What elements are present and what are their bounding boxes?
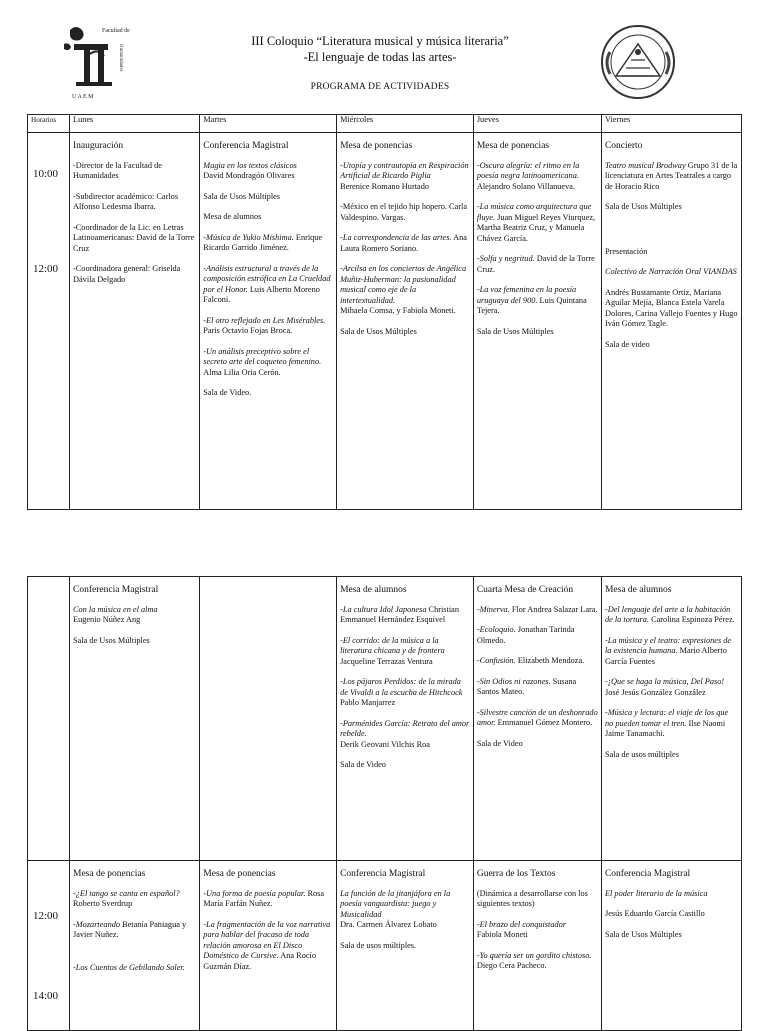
talk-author: Diego Cera Pacheco.: [476, 961, 547, 970]
list-item: [203, 264, 333, 306]
list-item: [203, 889, 333, 910]
time-label: 12:00: [33, 263, 59, 275]
cell-wednesday: [337, 861, 474, 1031]
cell-monday: [70, 133, 200, 510]
talk-title: -Del lenguaje del arte a la habitación de la tortura.: [604, 604, 731, 624]
cell-friday: [601, 861, 741, 1031]
schedule-table-2: [27, 576, 742, 1031]
list-item: [340, 636, 470, 668]
talk-title: -La cultura Idol Japonesa: [340, 604, 427, 614]
talk-author: Grupo 31 de la licenciatura en Artes Teatrales a cargo de Horacio Rico: [604, 160, 738, 191]
talk-title: -Utopía y contrautopía en Respiración Artificial de Ricardo Piglia: [340, 160, 469, 180]
room-label: Sala de Usos Múltiples: [203, 191, 281, 201]
list-item: [605, 708, 738, 740]
talk-author: Alejandro Solano Villanueva.: [476, 181, 576, 191]
time-cell: [28, 861, 70, 1031]
cell-monday: [70, 577, 200, 861]
list-item: [340, 233, 470, 254]
talk-author: Jacqueline Terrazas Ventura: [340, 656, 433, 666]
talk-author: Elizabeth Mendoza.: [515, 656, 585, 665]
list-item: [73, 963, 196, 974]
talk-author: Roberto Sverdrup: [73, 899, 133, 908]
table-header-row: [28, 115, 742, 133]
svg-text:Humanidades: Humanidades: [118, 44, 123, 72]
list-item: [477, 254, 598, 275]
header-jueves: Jueves: [473, 115, 601, 133]
talk-author: Dra. Carmen Álvarez Lobato: [340, 920, 437, 929]
list-item: [477, 605, 598, 616]
event-heading: Guerra de los Textos: [476, 869, 556, 879]
event-heading: Mesa de alumnos: [604, 585, 672, 595]
talk-author: David de la Torre Cruz.: [476, 254, 595, 274]
talk-author: Susana Santos Mateo.: [476, 676, 577, 696]
talk-title: -El brazo del conquistador: [476, 919, 567, 929]
list-item: [477, 920, 598, 941]
talk-author: Enrique Ricardo Garrido Jiménez.: [203, 232, 323, 252]
list-item: [340, 264, 470, 317]
talk-title: -Música y lectura: el viaje de los que no pueden tomar el tren.: [604, 708, 729, 728]
room-label: Sala de usos múltiples: [604, 749, 679, 759]
list-item: [477, 708, 598, 729]
talk-title: Magia en los textos clásicos: [203, 160, 297, 170]
talk-title: -Confusión.: [476, 656, 516, 665]
event-heading: Inauguración: [73, 141, 124, 151]
time-label: 10:00: [33, 168, 59, 180]
talk-title: -Los Cuentos de Gebilando Soler.: [73, 962, 185, 972]
room-label: Sala de video: [604, 339, 650, 349]
talk-title: -La fragmentación de la voz narrativa para hablar del fracaso de toda relación amorosa en El Disco Doméstico de Cursive.: [203, 919, 331, 960]
talk-title: -Yo quería ser un gordito chistoso.: [476, 950, 592, 960]
event-heading: Presentación: [604, 246, 648, 256]
cell-tuesday: [200, 577, 337, 861]
event-heading: Mesa de alumnos: [203, 212, 262, 221]
talk-title: El poder literario de la música: [604, 888, 708, 898]
list-item: [477, 285, 598, 317]
list-item: [340, 889, 470, 931]
talk-title: -La música y el teatro: expresiones de la existencia humana.: [604, 635, 732, 655]
event-heading: Conferencia Magistral: [340, 869, 426, 879]
talk-title: -Arcilsa en los conciertos de Angélica Muñiz-Huberman: la pasionalidad musical como eje de la intertextualidad.: [340, 264, 467, 305]
talk-author: David Mondragón Olivares: [203, 171, 295, 180]
list-item: [605, 267, 738, 278]
event-heading: Mesa de ponencias: [476, 141, 550, 151]
talk-author: Flor Andrea Salazar Lara.: [509, 604, 598, 614]
room-label: Sala de Video: [340, 760, 386, 769]
talk-title: Colectivo de Narración Oral VIANDAS: [604, 267, 737, 276]
talk-title: -Sin Odios ni razones.: [476, 676, 551, 686]
cell-friday: [601, 133, 741, 510]
list-item: [340, 202, 470, 223]
list-item: [203, 316, 333, 337]
list-item: [73, 920, 196, 941]
talk-author: Jesús Eduardo García Castillo: [604, 909, 705, 918]
list-item: [477, 202, 598, 244]
cell-friday: [601, 577, 741, 861]
talk-author: Andrés Bustamante Ortiz, Mariana Aguilar Mejía, Blanca Estela Varela Dolores, Carina Vallejo Fuentes y Hugo Iván Gómez Tagle.: [604, 287, 738, 328]
event-heading: Mesa de alumnos: [340, 585, 407, 595]
list-item: [340, 719, 470, 751]
talk-title: -Oscura alegría: el ritmo en la poesía negra latinoamericana.: [476, 160, 580, 180]
talk-title: -Silvestre canción de un deshonrado amor.: [476, 707, 598, 727]
list-item: [203, 347, 333, 379]
list-item: [605, 161, 738, 193]
talk-title: -Mozarteando: [73, 919, 121, 929]
header-horarios: Horarios: [28, 115, 70, 133]
talk-author: José Jesús González González: [604, 687, 706, 697]
time-label: 12:00: [33, 910, 59, 922]
room-label: Sala de Usos Múltiples: [604, 202, 682, 211]
schedule-table-1: [27, 114, 742, 510]
talk-title: Teatro musical Brodway: [604, 160, 686, 170]
document-subtitle: PROGRAMA DE ACTIVIDADES: [310, 82, 450, 92]
talk-title: -Parménides García: Retrato del amor rebelde.: [340, 718, 470, 738]
header-viernes: Viernes: [601, 115, 741, 133]
cell-tuesday: [200, 861, 337, 1031]
talk-author: Ana Laura Romero Soriano.: [340, 233, 467, 253]
room-label: Sala de Usos Múltiples: [604, 929, 682, 939]
event-heading: Conferencia Magistral: [203, 141, 289, 151]
talk-author: Luis Quintana Tejera.: [476, 295, 587, 315]
talk-author: Rosa María Farfán Nuñez.: [203, 888, 325, 908]
talk-author: Ana Rocío Guzmán Díaz.: [203, 951, 316, 971]
talk-author: Betanía Paniagua y Javier Nuñez.: [73, 919, 187, 939]
list-item: [605, 889, 738, 900]
talk-author: Mihaela Comsa, y Fabiola Moneti.: [340, 306, 456, 315]
cell-wednesday: [337, 133, 474, 510]
svg-text:Facultad de: Facultad de: [102, 28, 130, 34]
list-item: [477, 625, 598, 646]
list-item: [340, 161, 470, 193]
table-row: [28, 861, 742, 1031]
talk-title: -Una forma de poesía popular.: [203, 888, 306, 898]
cell-thursday: [473, 133, 601, 510]
list-item: [203, 161, 333, 182]
talk-title: -Minerva.: [476, 604, 510, 614]
talk-author: Emmanuel Gómez Montero.: [495, 718, 593, 727]
event-heading: Concierto: [604, 141, 643, 151]
event-heading: Conferencia Magistral: [73, 585, 159, 595]
list-item: -Director de la Facultad de Humanidades: [73, 160, 162, 180]
event-heading: Cuarta Mesa de Creación: [476, 585, 574, 595]
talk-title: -Música de Yukio Mishima.: [203, 232, 294, 242]
talk-title: -Los pájaros Perdidos: de la mirada de Vivaldi a la escucha de Hitchcock: [340, 677, 463, 697]
room-label: Sala de Usos Múltiples: [73, 635, 150, 645]
list-item: [477, 951, 598, 972]
room-label: Sala de Usos Múltiples: [340, 326, 417, 336]
event-heading: Conferencia Magistral: [604, 869, 691, 879]
svg-text:U A E M: U A E M: [72, 94, 94, 100]
talk-author: Carolina Espinoza Pérez.: [649, 615, 735, 624]
talk-author: Alma Lilia Oria Cerón.: [203, 367, 281, 377]
list-item: (Dinámica a desarrollarse con los siguientes textos): [476, 888, 588, 908]
list-item: [203, 920, 333, 973]
talk-author: -México en el tejido hip hopero. Carla Valdespino. Vargas.: [340, 202, 468, 222]
talk-title: -Un análisis preceptivo sobre el secreto arte del coqueteo femenino.: [203, 346, 322, 366]
time-cell: [28, 577, 70, 861]
talk-title: -¿El tango se canta en español?: [73, 888, 180, 898]
list-item: [605, 605, 738, 626]
talk-author: Christian Emmanuel Hernández Esquivel: [340, 604, 459, 624]
cell-thursday: [473, 577, 601, 861]
time-label: 14:00: [33, 990, 59, 1002]
talk-title: -El otro reflejado en Les Misérables.: [203, 315, 326, 325]
talk-title: -La correspondencia de las artes.: [340, 233, 452, 242]
document-title-line2: -El lenguaje de todas las artes-: [303, 50, 457, 64]
list-item: [340, 605, 470, 626]
talk-author: Eugenio Núñez Ang: [73, 615, 141, 624]
university-seal: [598, 22, 678, 102]
talk-title: -El corrido: de la música a la literatura chicana y de frontera: [340, 635, 445, 655]
list-item: [340, 677, 470, 709]
list-item: [477, 656, 598, 667]
list-item: [477, 161, 598, 193]
list-item: [605, 677, 738, 698]
talk-title: -Solfa y negritud.: [476, 254, 535, 263]
list-item: [477, 677, 598, 698]
talk-author: Derik Geovani Vilchis Roa: [340, 739, 430, 749]
talk-author: Mario Alberto García Fuentes: [604, 646, 727, 666]
talk-title: -Ecoloquio.: [476, 625, 516, 634]
header-lunes: Lunes: [70, 115, 200, 133]
talk-author: Pablo Manjarrez: [340, 698, 396, 707]
talk-title: -La música como arquitectura que fluye.: [476, 202, 592, 222]
event-heading: Mesa de ponencias: [340, 141, 413, 151]
event-heading: Mesa de ponencias: [203, 869, 276, 879]
list-item: -Coordinador de la Lic. en Letras Latinoamericanas: David de la Torre Cruz: [73, 222, 195, 253]
cell-tuesday: [200, 133, 337, 510]
talk-title: -Análisis estructural a través de la composición estrófica en La Crueldad por el Honor.: [203, 263, 331, 294]
talk-author: Fabiola Moneti: [476, 930, 528, 939]
room-label: Sala de Usos Múltiples: [476, 326, 554, 336]
talk-author: Jonathan Tarinda Olmedo.: [476, 625, 575, 645]
list-item: [605, 636, 738, 668]
list-item: [203, 233, 333, 254]
faculty-logo: [60, 22, 148, 102]
cell-wednesday: [337, 577, 474, 861]
room-label: Sala de Video: [476, 738, 523, 748]
talk-author: Juan Miguel Reyes Viurquez, Martha Beatriz Cruz, y Manuela Chávez García.: [476, 212, 596, 243]
cell-monday: [70, 861, 200, 1031]
table-row: [28, 577, 742, 861]
talk-author: Berenice Romano Hurtado: [340, 181, 429, 191]
time-cell: [28, 133, 70, 510]
document-title-line1: III Coloquio “Literatura musical y música literaria”: [251, 34, 509, 48]
talk-title: La función de la jitanjáfora en la poesía vanguardista: juego y Musicalidad: [340, 888, 451, 919]
room-label: Sala de usos múltiples.: [340, 940, 417, 950]
list-item: [73, 889, 196, 910]
document-header: [0, 0, 768, 112]
list-item: -Subdirector académico: Carlos Alfonso Ledesma Ibarra.: [73, 191, 179, 211]
table-row: [28, 133, 742, 510]
room-label: Sala de Video.: [203, 388, 252, 397]
talk-title: Con la música en el alma: [73, 604, 158, 614]
header-miercoles: Miércoles: [337, 115, 474, 133]
cell-thursday: [473, 861, 601, 1031]
talk-author: Luis Alberto Moreno Falconi.: [203, 284, 320, 304]
list-item: [73, 605, 196, 626]
talk-author: Ilse Naomi Jaime Tanamachi.: [604, 718, 726, 738]
talk-author: Paris Octavio Fojas Broca.: [203, 326, 293, 335]
event-heading: Mesa de ponencias: [73, 869, 146, 879]
header-martes: Martes: [200, 115, 337, 133]
talk-title: -La voz femenina en la poesía uruguaya del 900.: [476, 285, 577, 305]
list-item: -Coordinadora general: Griselda Dávila Delgado: [73, 264, 181, 284]
talk-title: -¡Que se haga la música, Del Paso!: [604, 677, 725, 686]
